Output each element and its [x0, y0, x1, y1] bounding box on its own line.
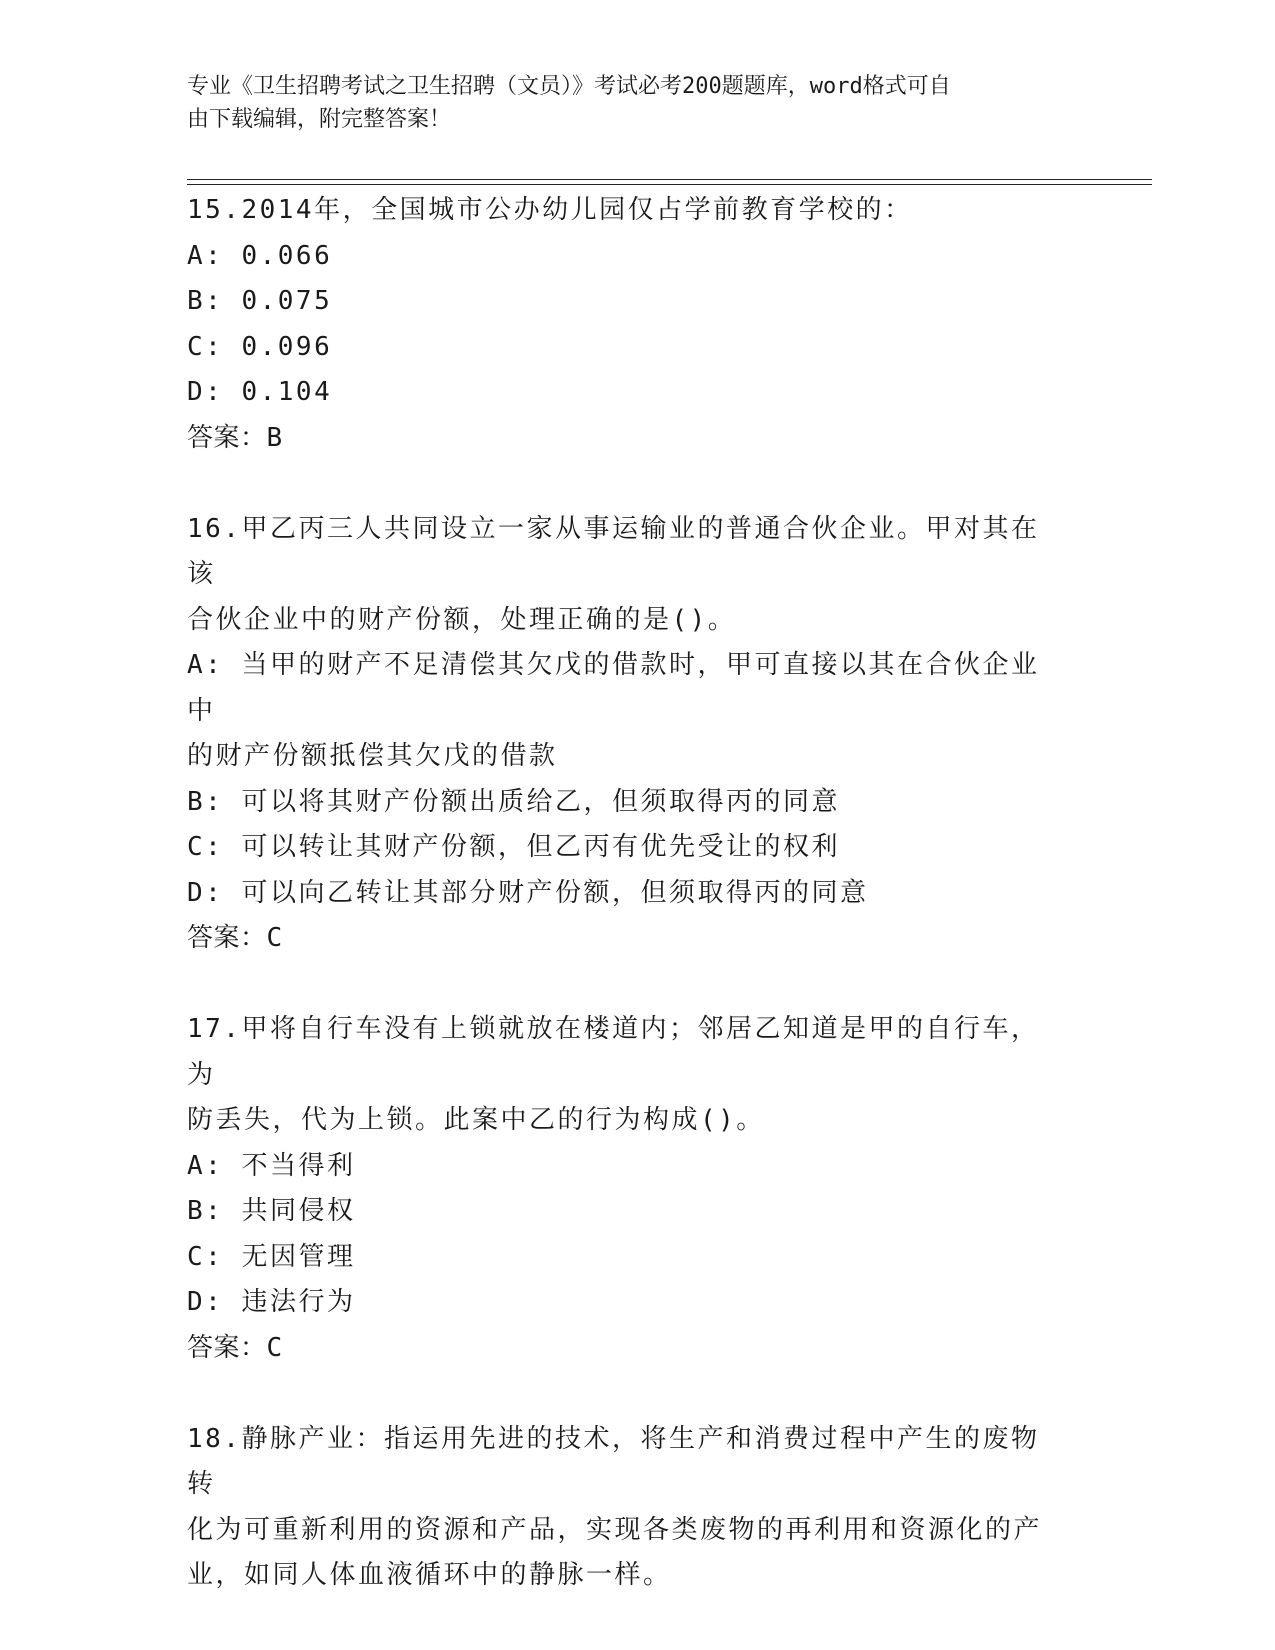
question-stem: 业，如同人体血液循环中的静脉一样。: [187, 1560, 672, 1590]
answer-option: C: 0.096: [187, 331, 333, 362]
question-spacer: [187, 461, 1067, 507]
answer-option: C: 无因管理: [187, 1241, 356, 1272]
answer-option: A: 当甲的财产不足清偿其欠戊的借款时，甲可直接以其在合伙企业中: [187, 650, 1040, 726]
answer-option: D: 0.104: [187, 377, 333, 407]
document-header: [187, 70, 1067, 136]
question-stem: 15.2014年，全国城市公办幼儿园仅占学前教育学校的：: [187, 195, 913, 225]
answer-option: D: 可以向乙转让其部分财产份额，但须取得丙的同意: [187, 877, 869, 908]
question-list: [187, 188, 1067, 1599]
answer-key: 答案：C: [187, 1332, 283, 1363]
question-stem: 防丢失，代为上锁。此案中乙的行为构成()。: [187, 1105, 765, 1135]
question-block: [187, 1007, 1067, 1371]
answer-option: A: 不当得利: [187, 1150, 356, 1181]
answer-option: D: 违法行为: [187, 1287, 356, 1317]
question-block: [187, 1417, 1067, 1599]
answer-key: 答案：B: [187, 422, 283, 453]
question-stem: 合伙企业中的财产份额，处理正确的是()。: [187, 604, 737, 635]
question-stem: 16.甲乙丙三人共同设立一家从事运输业的普通合伙企业。甲对其在该: [187, 513, 1040, 589]
answer-option: B: 可以将其财产份额出质给乙，但须取得丙的同意: [187, 786, 840, 817]
question-stem: 18.静脉产业：指运用先进的技术，将生产和消费过程中产生的废物转: [187, 1423, 1040, 1499]
header-line: 由下载编辑，附完整答案！: [187, 107, 452, 132]
answer-option: 的财产份额抵偿其欠戊的借款: [187, 741, 558, 771]
answer-option: B: 0.075: [187, 286, 333, 316]
header-divider: [187, 184, 1152, 185]
question-block: [187, 507, 1067, 962]
question-spacer: [187, 1371, 1067, 1417]
answer-option: A: 0.066: [187, 240, 333, 271]
header-divider: [187, 179, 1152, 180]
answer-option: C: 可以转让其财产份额，但乙丙有优先受让的权利: [187, 832, 840, 862]
header-line: 专业《卫生招聘考试之卫生招聘（文员）》考试必考200题题库，word格式可自: [187, 74, 951, 99]
question-stem: 化为可重新利用的资源和产品，实现各类废物的再利用和资源化的产: [187, 1514, 1043, 1545]
question-spacer: [187, 962, 1067, 1008]
question-stem: 17.甲将自行车没有上锁就放在楼道内；邻居乙知道是甲的自行车，为: [187, 1014, 1040, 1090]
answer-key: 答案：C: [187, 923, 283, 953]
answer-option: B: 共同侵权: [187, 1196, 356, 1226]
question-block: [187, 188, 1067, 461]
